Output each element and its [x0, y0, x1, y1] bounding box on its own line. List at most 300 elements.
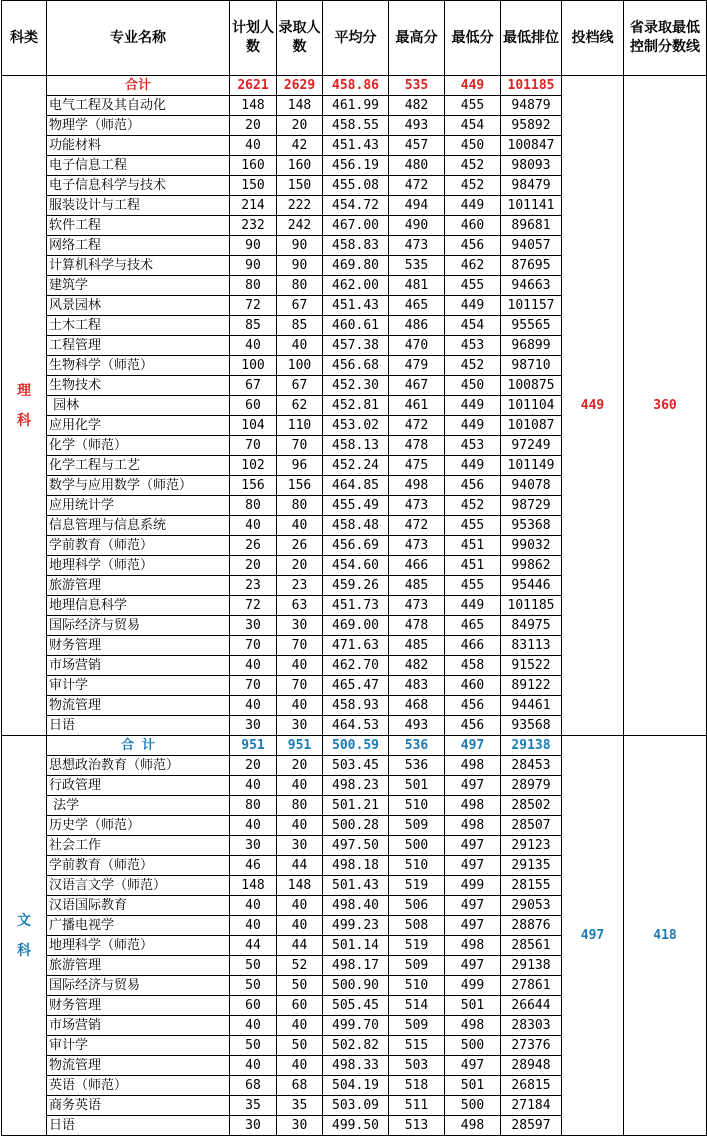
average: 499.70	[323, 1016, 389, 1036]
total-min-rank: 101185	[501, 76, 562, 96]
admitted: 26	[277, 536, 323, 556]
major-name: 园林	[47, 396, 230, 416]
planned: 40	[230, 776, 277, 796]
average: 465.47	[323, 676, 389, 696]
average: 458.13	[323, 436, 389, 456]
min: 449	[445, 296, 501, 316]
average: 469.80	[323, 256, 389, 276]
max: 472	[389, 176, 445, 196]
min-rank: 94461	[501, 696, 562, 716]
planned: 40	[230, 1016, 277, 1036]
min-rank: 95446	[501, 576, 562, 596]
science-category-cell	[2, 76, 47, 736]
max: 513	[389, 1116, 445, 1136]
planned: 72	[230, 296, 277, 316]
average: 498.17	[323, 956, 389, 976]
admitted: 242	[277, 216, 323, 236]
average: 467.00	[323, 216, 389, 236]
max: 473	[389, 496, 445, 516]
planned: 68	[230, 1076, 277, 1096]
major-name: 电子信息科学与技术	[47, 176, 230, 196]
liberal-category-cell	[2, 736, 47, 1136]
average: 451.43	[323, 296, 389, 316]
admitted: 40	[277, 336, 323, 356]
average: 498.40	[323, 896, 389, 916]
min: 460	[445, 216, 501, 236]
planned: 50	[230, 976, 277, 996]
min: 455	[445, 96, 501, 116]
major-name: 地理科学（师范）	[47, 556, 230, 576]
admitted: 40	[277, 916, 323, 936]
planned: 30	[230, 1116, 277, 1136]
min: 465	[445, 616, 501, 636]
planned: 44	[230, 936, 277, 956]
min: 498	[445, 816, 501, 836]
major-name: 地理信息科学	[47, 596, 230, 616]
admitted: 80	[277, 496, 323, 516]
min-rank: 98710	[501, 356, 562, 376]
planned: 70	[230, 436, 277, 456]
min: 456	[445, 696, 501, 716]
max: 515	[389, 1036, 445, 1056]
admitted: 30	[277, 836, 323, 856]
admitted: 52	[277, 956, 323, 976]
planned: 40	[230, 916, 277, 936]
major-name: 市场营销	[47, 1016, 230, 1036]
min: 449	[445, 456, 501, 476]
max: 498	[389, 476, 445, 496]
major-name: 土木工程	[47, 316, 230, 336]
header-max: 最高分	[389, 1, 445, 76]
min: 452	[445, 496, 501, 516]
max: 501	[389, 776, 445, 796]
major-name: 生物技术	[47, 376, 230, 396]
average: 459.26	[323, 576, 389, 596]
admitted: 40	[277, 1016, 323, 1036]
max: 475	[389, 456, 445, 476]
min-rank: 27861	[501, 976, 562, 996]
average: 502.82	[323, 1036, 389, 1056]
average: 451.43	[323, 136, 389, 156]
admitted: 222	[277, 196, 323, 216]
major-name: 物流管理	[47, 696, 230, 716]
average: 454.72	[323, 196, 389, 216]
average: 462.70	[323, 656, 389, 676]
admitted: 70	[277, 636, 323, 656]
min: 456	[445, 476, 501, 496]
major-name: 数学与应用数学（师范）	[47, 476, 230, 496]
admitted: 30	[277, 616, 323, 636]
planned: 60	[230, 996, 277, 1016]
max: 470	[389, 336, 445, 356]
min-rank: 101157	[501, 296, 562, 316]
admitted: 42	[277, 136, 323, 156]
min: 449	[445, 196, 501, 216]
average: 471.63	[323, 636, 389, 656]
total-admitted: 2629	[277, 76, 323, 96]
admitted: 70	[277, 436, 323, 456]
major-name: 物理学（师范）	[47, 116, 230, 136]
min: 499	[445, 876, 501, 896]
min: 462	[445, 256, 501, 276]
planned: 40	[230, 516, 277, 536]
max: 508	[389, 916, 445, 936]
admitted: 80	[277, 276, 323, 296]
min-rank: 95565	[501, 316, 562, 336]
total-max: 535	[389, 76, 445, 96]
major-name: 法学	[47, 796, 230, 816]
max: 510	[389, 856, 445, 876]
average: 503.45	[323, 756, 389, 776]
min-rank: 101141	[501, 196, 562, 216]
min-rank: 101149	[501, 456, 562, 476]
min-rank: 89681	[501, 216, 562, 236]
min: 449	[445, 596, 501, 616]
max: 478	[389, 616, 445, 636]
min: 498	[445, 936, 501, 956]
min: 497	[445, 776, 501, 796]
major-name: 物流管理	[47, 1056, 230, 1076]
max: 467	[389, 376, 445, 396]
average: 458.55	[323, 116, 389, 136]
max: 493	[389, 716, 445, 736]
header-toudang-line: 投档线	[562, 1, 624, 76]
min: 458	[445, 656, 501, 676]
min-rank: 27184	[501, 1096, 562, 1116]
major-name: 财务管理	[47, 996, 230, 1016]
admitted: 23	[277, 576, 323, 596]
max: 478	[389, 436, 445, 456]
admission-score-table	[1, 0, 707, 1136]
average: 456.69	[323, 536, 389, 556]
min-rank: 28453	[501, 756, 562, 776]
average: 457.38	[323, 336, 389, 356]
min-rank: 26644	[501, 996, 562, 1016]
total-min: 497	[445, 736, 501, 756]
min-rank: 29138	[501, 956, 562, 976]
min-rank: 28876	[501, 916, 562, 936]
average: 461.99	[323, 96, 389, 116]
min-rank: 100847	[501, 136, 562, 156]
admitted: 90	[277, 236, 323, 256]
min: 456	[445, 236, 501, 256]
min-rank: 93568	[501, 716, 562, 736]
planned: 70	[230, 676, 277, 696]
min: 497	[445, 916, 501, 936]
major-name: 信息管理与信息系统	[47, 516, 230, 536]
admitted: 40	[277, 1056, 323, 1076]
planned: 20	[230, 756, 277, 776]
max: 482	[389, 656, 445, 676]
average: 464.85	[323, 476, 389, 496]
admitted: 35	[277, 1096, 323, 1116]
planned: 40	[230, 816, 277, 836]
max: 485	[389, 636, 445, 656]
major-name: 生物科学（师范）	[47, 356, 230, 376]
admitted: 40	[277, 656, 323, 676]
liberal-toudang-line: 497	[562, 736, 624, 1136]
planned: 90	[230, 236, 277, 256]
admitted: 30	[277, 716, 323, 736]
average: 469.00	[323, 616, 389, 636]
min: 500	[445, 1036, 501, 1056]
planned: 30	[230, 836, 277, 856]
max: 510	[389, 976, 445, 996]
planned: 26	[230, 536, 277, 556]
major-name: 审计学	[47, 676, 230, 696]
planned: 100	[230, 356, 277, 376]
min-rank: 100875	[501, 376, 562, 396]
planned: 90	[230, 256, 277, 276]
min: 455	[445, 576, 501, 596]
major-name: 汉语言文学（师范）	[47, 876, 230, 896]
admitted: 150	[277, 176, 323, 196]
planned: 40	[230, 656, 277, 676]
planned: 80	[230, 276, 277, 296]
category-char: 文	[17, 912, 31, 929]
major-name: 历史学（师范）	[47, 816, 230, 836]
min: 455	[445, 516, 501, 536]
average: 499.50	[323, 1116, 389, 1136]
max: 493	[389, 116, 445, 136]
planned: 50	[230, 1036, 277, 1056]
total-planned: 2621	[230, 76, 277, 96]
major-name: 日语	[47, 1116, 230, 1136]
min-rank: 28979	[501, 776, 562, 796]
average: 501.21	[323, 796, 389, 816]
admitted: 50	[277, 1036, 323, 1056]
average: 500.90	[323, 976, 389, 996]
admitted: 44	[277, 856, 323, 876]
average: 458.93	[323, 696, 389, 716]
average: 458.83	[323, 236, 389, 256]
min-rank: 99862	[501, 556, 562, 576]
planned: 232	[230, 216, 277, 236]
average: 505.45	[323, 996, 389, 1016]
min: 498	[445, 796, 501, 816]
max: 466	[389, 556, 445, 576]
planned: 40	[230, 1056, 277, 1076]
min: 456	[445, 716, 501, 736]
average: 454.60	[323, 556, 389, 576]
planned: 67	[230, 376, 277, 396]
min: 455	[445, 276, 501, 296]
min-rank: 29053	[501, 896, 562, 916]
average: 501.14	[323, 936, 389, 956]
min-rank: 94057	[501, 236, 562, 256]
total-max: 536	[389, 736, 445, 756]
major-name: 英语（师范）	[47, 1076, 230, 1096]
max: 506	[389, 896, 445, 916]
major-name: 工程管理	[47, 336, 230, 356]
major-name: 商务英语	[47, 1096, 230, 1116]
min: 501	[445, 1076, 501, 1096]
planned: 30	[230, 716, 277, 736]
max: 472	[389, 416, 445, 436]
planned: 20	[230, 556, 277, 576]
planned: 104	[230, 416, 277, 436]
category-char: 科	[17, 412, 31, 429]
total-average: 458.86	[323, 76, 389, 96]
planned: 40	[230, 336, 277, 356]
min-rank: 101087	[501, 416, 562, 436]
max: 473	[389, 536, 445, 556]
planned: 102	[230, 456, 277, 476]
average: 462.00	[323, 276, 389, 296]
admitted: 40	[277, 896, 323, 916]
total-admitted: 951	[277, 736, 323, 756]
min: 451	[445, 536, 501, 556]
header-average: 平均分	[323, 1, 389, 76]
planned: 30	[230, 616, 277, 636]
max: 510	[389, 796, 445, 816]
major-name: 风景园林	[47, 296, 230, 316]
header-admitted: 录取人数	[277, 1, 323, 76]
admitted: 30	[277, 1116, 323, 1136]
average: 497.50	[323, 836, 389, 856]
min: 497	[445, 956, 501, 976]
total-major-name: 合计	[47, 76, 230, 96]
major-name: 化学工程与工艺	[47, 456, 230, 476]
major-name: 审计学	[47, 1036, 230, 1056]
max: 465	[389, 296, 445, 316]
liberal-total-row	[2, 736, 707, 756]
major-name: 电子信息工程	[47, 156, 230, 176]
major-name: 市场营销	[47, 656, 230, 676]
planned: 156	[230, 476, 277, 496]
min-rank: 94078	[501, 476, 562, 496]
min: 466	[445, 636, 501, 656]
average: 498.18	[323, 856, 389, 876]
min: 497	[445, 856, 501, 876]
major-name: 国际经济与贸易	[47, 976, 230, 996]
min-rank: 94663	[501, 276, 562, 296]
min-rank: 95368	[501, 516, 562, 536]
average: 455.49	[323, 496, 389, 516]
min-rank: 101104	[501, 396, 562, 416]
max: 457	[389, 136, 445, 156]
science-total-row	[2, 76, 707, 96]
admitted: 67	[277, 296, 323, 316]
max: 509	[389, 1016, 445, 1036]
min-rank: 89122	[501, 676, 562, 696]
min: 453	[445, 336, 501, 356]
min: 449	[445, 396, 501, 416]
admitted: 40	[277, 516, 323, 536]
planned: 20	[230, 116, 277, 136]
min-rank: 28502	[501, 796, 562, 816]
major-name: 国际经济与贸易	[47, 616, 230, 636]
major-name: 服装设计与工程	[47, 196, 230, 216]
max: 473	[389, 596, 445, 616]
planned: 72	[230, 596, 277, 616]
planned: 50	[230, 956, 277, 976]
min-rank: 97249	[501, 436, 562, 456]
min-rank: 28507	[501, 816, 562, 836]
planned: 23	[230, 576, 277, 596]
major-name: 化学（师范）	[47, 436, 230, 456]
max: 519	[389, 876, 445, 896]
admitted: 20	[277, 116, 323, 136]
admitted: 63	[277, 596, 323, 616]
admitted: 70	[277, 676, 323, 696]
average: 500.28	[323, 816, 389, 836]
average: 499.23	[323, 916, 389, 936]
planned: 148	[230, 96, 277, 116]
max: 461	[389, 396, 445, 416]
max: 479	[389, 356, 445, 376]
major-name: 功能材料	[47, 136, 230, 156]
science-control-line: 360	[624, 76, 707, 736]
major-name: 广播电视学	[47, 916, 230, 936]
average: 458.48	[323, 516, 389, 536]
planned: 150	[230, 176, 277, 196]
major-name: 软件工程	[47, 216, 230, 236]
min: 452	[445, 156, 501, 176]
average: 503.09	[323, 1096, 389, 1116]
admitted: 40	[277, 776, 323, 796]
major-name: 应用统计学	[47, 496, 230, 516]
major-name: 财务管理	[47, 636, 230, 656]
min-rank: 29135	[501, 856, 562, 876]
major-name: 地理科学（师范）	[47, 936, 230, 956]
planned: 40	[230, 896, 277, 916]
max: 468	[389, 696, 445, 716]
min: 449	[445, 416, 501, 436]
average: 498.33	[323, 1056, 389, 1076]
major-name: 旅游管理	[47, 956, 230, 976]
major-name: 计算机科学与技术	[47, 256, 230, 276]
header-major: 专业名称	[47, 1, 230, 76]
planned: 85	[230, 316, 277, 336]
max: 481	[389, 276, 445, 296]
min: 452	[445, 176, 501, 196]
admitted: 44	[277, 936, 323, 956]
admitted: 110	[277, 416, 323, 436]
admitted: 148	[277, 96, 323, 116]
planned: 46	[230, 856, 277, 876]
admitted: 20	[277, 556, 323, 576]
max: 472	[389, 516, 445, 536]
min-rank: 28948	[501, 1056, 562, 1076]
max: 514	[389, 996, 445, 1016]
admitted: 160	[277, 156, 323, 176]
max: 482	[389, 96, 445, 116]
total-average: 500.59	[323, 736, 389, 756]
max: 535	[389, 256, 445, 276]
average: 504.19	[323, 1076, 389, 1096]
min-rank: 94879	[501, 96, 562, 116]
planned: 160	[230, 156, 277, 176]
max: 519	[389, 936, 445, 956]
average: 460.61	[323, 316, 389, 336]
planned: 60	[230, 396, 277, 416]
planned: 40	[230, 696, 277, 716]
min: 453	[445, 436, 501, 456]
average: 455.08	[323, 176, 389, 196]
min: 454	[445, 316, 501, 336]
planned: 80	[230, 796, 277, 816]
admitted: 68	[277, 1076, 323, 1096]
total-min-rank: 29138	[501, 736, 562, 756]
category-char: 科	[17, 942, 31, 959]
average: 501.43	[323, 876, 389, 896]
max: 500	[389, 836, 445, 856]
min: 497	[445, 896, 501, 916]
min-rank: 83113	[501, 636, 562, 656]
average: 452.24	[323, 456, 389, 476]
liberal-control-line: 418	[624, 736, 707, 1136]
